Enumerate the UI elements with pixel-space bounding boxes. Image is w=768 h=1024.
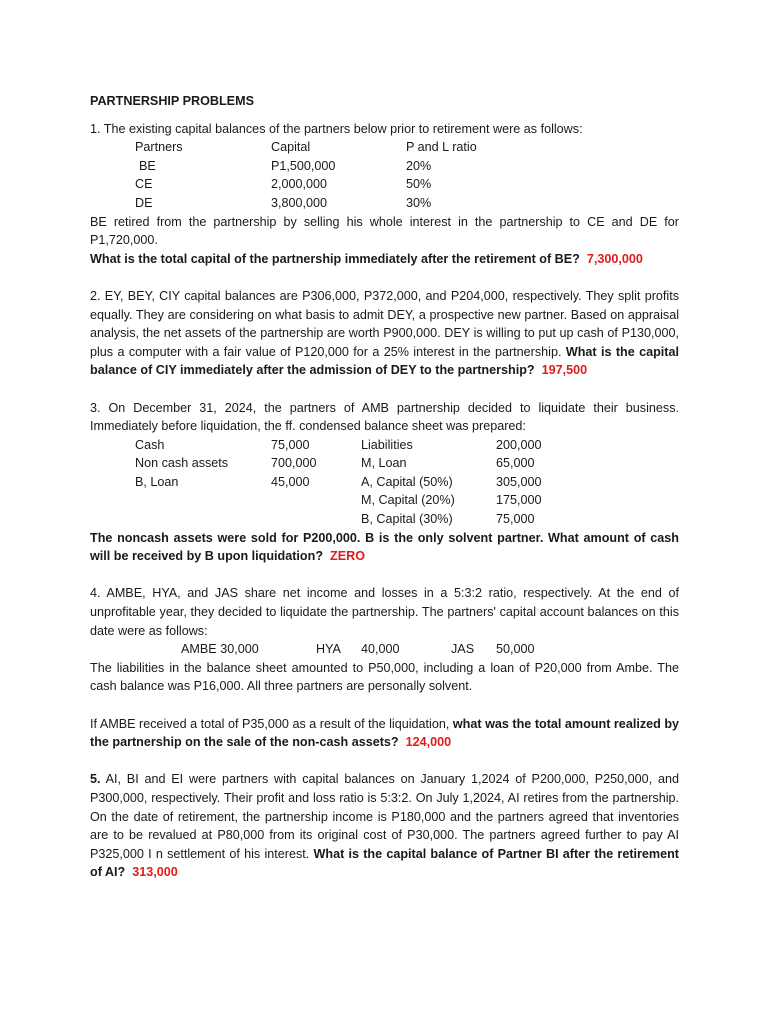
problem-5-text: AI, BI and EI were partners with capital balances on January 1,2024 of P200,000, P250,000, and P300,000, respectively. Their profit and loss ratio is 5:3:2. On July 1,2024, AI retires from the partnership. On the date of retirement, the partnership income is P180,000 and the partners agreed that inventories are to be revalued at P80,000 from its original cost of P30,000. The partners agreed further to pay AI P325,000 I n settlement of his interest.: [90, 772, 679, 861]
problem-1-question: What is the total capital of the partnership immediately after the retirement of BE?: [90, 251, 580, 266]
asset-label: B, Loan: [135, 474, 179, 489]
header-partners: Partners: [135, 140, 183, 155]
problem-1-answer: 7,300,000: [586, 251, 643, 266]
partner-capital: 3,800,000: [271, 195, 328, 210]
table-row: [90, 436, 679, 455]
equity-value: 75,000: [496, 512, 535, 527]
partner-capital: P1,500,000: [271, 158, 336, 173]
problem-2-question: What is the capital balance of CIY immediately after the admission of DEY to the partnership?: [90, 344, 679, 378]
problem-4-balances: [90, 640, 679, 659]
table-row: [90, 175, 679, 194]
equity-value: 305,000: [496, 474, 542, 489]
equity-value: 175,000: [496, 493, 542, 508]
equity-label: M, Loan: [361, 456, 407, 471]
balance-hya-value: 40,000: [361, 642, 400, 657]
partner-ratio: 50%: [406, 177, 432, 192]
document-title: PARTNERSHIP PROBLEMS: [90, 94, 254, 108]
header-pl-ratio: P and L ratio: [406, 140, 477, 155]
equity-label: B, Capital (30%): [361, 512, 453, 527]
problem-4-paragraph: [90, 715, 679, 752]
problem-4-text3: If AMBE received a total of P35,000 as a result of the liquidation,: [90, 716, 450, 731]
partner-name: CE: [135, 177, 153, 192]
problem-5-number: 5.: [90, 772, 101, 787]
balance-hya-label: HYA: [316, 642, 341, 657]
problem-2-answer: 197,500: [541, 363, 588, 378]
equity-label: M, Capital (20%): [361, 493, 455, 508]
asset-label: Non cash assets: [135, 456, 229, 471]
header-capital: Capital: [271, 140, 311, 155]
problem-5-answer: 313,000: [132, 865, 178, 880]
asset-value: 45,000: [271, 474, 310, 489]
problem-3-question: The noncash assets were sold for P200,000. B is the only solvent partner. What amount of cash will be received by B upon liquidation?: [90, 530, 679, 564]
problem-4: [90, 584, 679, 751]
problem-4-text2: The liabilities in the balance sheet amounted to P50,000, including a loan of P20,000 from Ambe. The cash balance was P16,000. All three partners are personally solvent.: [90, 660, 679, 694]
table-row: [90, 157, 679, 176]
problem-1-text: BE retired from the partnership by selling his whole interest in the partnership to CE and DE for P1,720,000.: [90, 214, 679, 248]
problem-3-text: 3. On December 31, 2024, the partners of AMB partnership decided to liquidate their business. Immediately before liquidation, the ff. condensed balance sheet was prepared:: [90, 400, 679, 434]
problem-1-intro: 1. The existing capital balances of the partners below prior to retirement were as follows:: [90, 121, 583, 136]
equity-label: A, Capital (50%): [361, 474, 453, 489]
asset-label: Cash: [135, 437, 165, 452]
balance-jas-value: 50,000: [496, 642, 535, 657]
table-row: [90, 491, 679, 510]
balance-ambe: AMBE 30,000: [181, 642, 259, 657]
partner-name: DE: [135, 195, 153, 210]
problem-3: [90, 399, 679, 566]
table-row: [90, 194, 679, 213]
equity-label: Liabilities: [361, 437, 413, 452]
equity-value: 200,000: [496, 437, 542, 452]
balance-jas-label: JAS: [451, 642, 475, 657]
problem-1-table-header: [90, 138, 679, 157]
partner-capital: 2,000,000: [271, 177, 328, 192]
problem-3-answer: ZERO: [330, 549, 365, 564]
table-row: [90, 454, 679, 473]
problem-2-paragraph: [90, 287, 679, 380]
equity-value: 65,000: [496, 456, 535, 471]
problem-3-question-line: [90, 529, 679, 566]
problem-2-text: 2. EY, BEY, CIY capital balances are P306,000, P372,000, and P204,000, respectively. They split profits equally. They are considering on what basis to admit DEY, a prospective new partner. Based on appraisal analysis, the net assets of the partnership are worth P900,000. DEY is willing to put up cash of P130,000, plus a computer with a fair value of P120,000 for a 25% interest in the partnership.: [90, 288, 679, 359]
asset-value: 75,000: [271, 437, 310, 452]
partner-name: BE: [139, 158, 156, 173]
partner-ratio: 30%: [406, 195, 432, 210]
problem-5: [90, 770, 679, 882]
problem-5-paragraph: [90, 770, 679, 882]
problem-4-answer: 124,000: [405, 735, 452, 750]
table-row: [90, 510, 679, 529]
problem-4-question: what was the total amount realized by the partnership on the sale of the non-cash assets?: [90, 716, 680, 750]
problem-4-text: 4. AMBE, HYA, and JAS share net income and losses in a 5:3:2 ratio, respectively. At the end of unprofitable year, they decided to liquidate the partnership. The partners' capital account balances on this date were as follows:: [90, 586, 679, 638]
problem-5-question: What is the capital balance of Partner BI after the retirement of AI?: [90, 846, 680, 880]
table-row: [90, 473, 679, 492]
asset-value: 700,000: [271, 456, 317, 471]
problem-1: [90, 120, 679, 269]
partner-ratio: 20%: [406, 158, 432, 173]
problem-1-question-line: [90, 250, 679, 269]
problem-2: [90, 287, 679, 380]
